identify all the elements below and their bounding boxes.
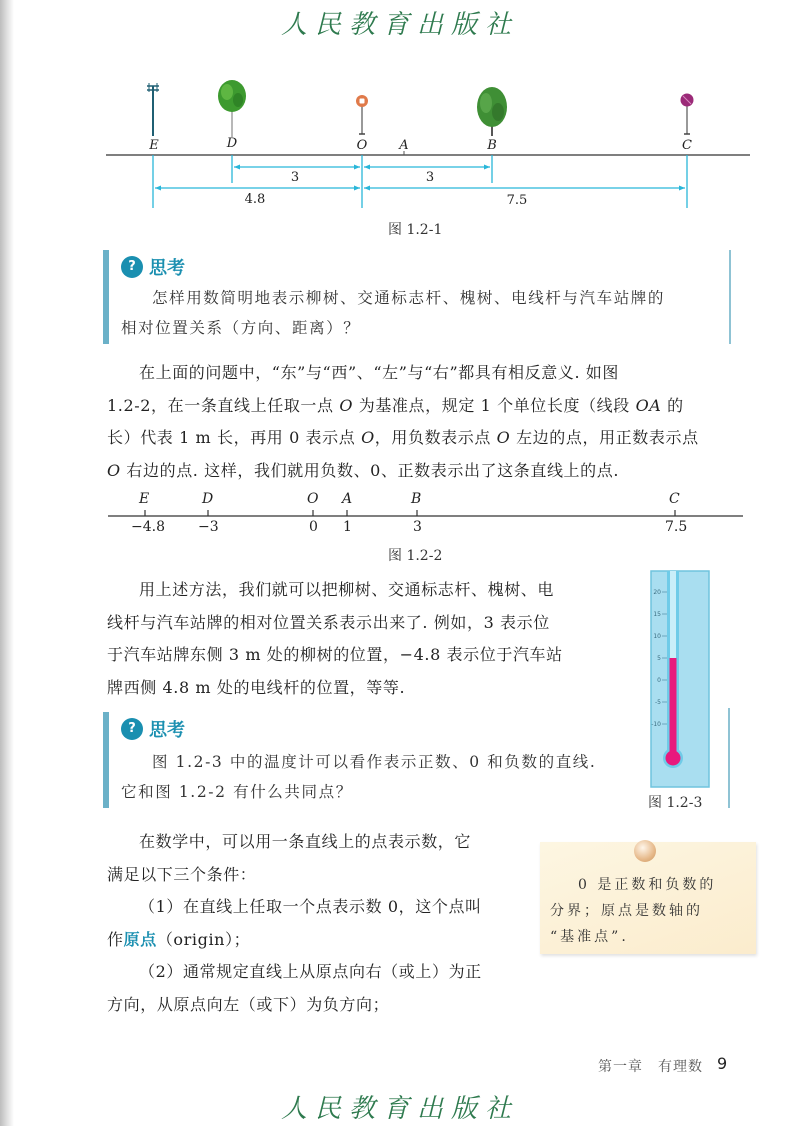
- lightbulb-icon: ?: [121, 256, 143, 278]
- note-line: 分界；原点是数轴的: [550, 903, 703, 919]
- lightbulb-icon: ?: [121, 718, 143, 740]
- think-text-line: 怎样用数简明地表示柳树、交通标志杆、槐树、电线杆与汽车站牌的: [152, 289, 666, 307]
- svg-text:20: 20: [653, 589, 661, 596]
- bus-stop-sign-icon: [356, 95, 368, 134]
- footer-chapter: 第一章 有理数: [598, 1059, 703, 1075]
- paragraph-line: 在上面的问题中，“东”与“西”、“左”与“右”都具有相反意义. 如图: [139, 363, 620, 382]
- tick-letter: D: [202, 491, 214, 507]
- paragraph-line: 在数学中，可以用一条直线上的点表示数，它: [139, 832, 472, 851]
- figure-2-caption: 图 1.2-2: [388, 548, 443, 564]
- tick-value: −3: [198, 519, 219, 535]
- paragraph-line: 于汽车站牌东侧 3 m 处的柳树的位置，−4.8 表示位于汽车站: [107, 645, 563, 664]
- tick-value: 0: [309, 519, 318, 535]
- note-line: “基准点”.: [550, 929, 629, 945]
- svg-text:15: 15: [653, 611, 661, 618]
- tick-letter: E: [139, 491, 150, 507]
- think-title: 思考: [149, 720, 185, 741]
- tick-letter: B: [411, 491, 422, 507]
- svg-text:E: E: [149, 138, 159, 153]
- svg-text:B: B: [487, 138, 497, 153]
- svg-text:10: 10: [653, 633, 661, 640]
- svg-text:7.5: 7.5: [506, 193, 528, 208]
- svg-text:3: 3: [425, 170, 435, 185]
- page-number: 9: [717, 1054, 728, 1073]
- paragraph-line: O 右边的点. 这样，我们就用负数、0、正数表示出了这条直线上的点.: [107, 460, 620, 480]
- svg-text:3: 3: [290, 170, 300, 185]
- tick-letter: O: [307, 491, 319, 507]
- condition-item-1-cont: 作原点（origin）；: [107, 929, 251, 949]
- traffic-sign-icon: [681, 94, 694, 135]
- paragraph-line: 牌西侧 4.8 m 处的电线杆的位置，等等.: [107, 677, 406, 697]
- note-line: 0 是正数和负数的: [578, 877, 717, 893]
- publisher-footer: 人民教育出版社: [280, 1094, 519, 1124]
- svg-text:-5: -5: [655, 699, 661, 706]
- book-spine-shadow: [0, 0, 14, 1126]
- pushpin-icon: [634, 840, 656, 862]
- paragraph-application: [107, 574, 637, 704]
- term-origin: 原点: [123, 929, 157, 949]
- figure-1-2-1: [100, 70, 750, 215]
- paragraph-line: 线杆与汽车站牌的相对位置关系表示出来了. 例如，3 表示位: [107, 612, 550, 632]
- paragraph-number-axis-conditions: [107, 826, 537, 1021]
- side-note: [540, 842, 756, 954]
- think-box-2: [103, 712, 635, 808]
- thermometer-figure: [650, 570, 710, 788]
- locust-tree-icon: [477, 87, 507, 136]
- publisher-header: 人民教育出版社: [280, 10, 519, 40]
- svg-text:4.8: 4.8: [244, 192, 266, 207]
- paragraph-line: 满足以下三个条件：: [107, 864, 257, 884]
- paragraph-line: 1.2-2，在一条直线上任取一点 O 为基准点，规定 1 个单位长度（线段 OA 的: [107, 395, 684, 415]
- tick-value: −4.8: [131, 519, 165, 535]
- think-text-line: 它和图 1.2-2 有什么共同点？: [121, 783, 353, 801]
- condition-item-1: （1）在直线上任取一个点表示数 0，这个点叫: [139, 897, 482, 916]
- think-text-line: 图 1.2-3 中的温度计可以看作表示正数、0 和负数的直线.: [152, 753, 597, 771]
- figure-1-caption: 图 1.2-1: [388, 222, 443, 238]
- utility-pole-icon: [147, 83, 159, 136]
- willow-tree-icon: [218, 80, 246, 137]
- think-text-line: 相对位置关系（方向、距离）？: [121, 319, 361, 337]
- svg-text:-10: -10: [651, 721, 661, 728]
- paragraph-line: 用上述方法，我们就可以把柳树、交通标志杆、槐树、电: [139, 580, 555, 599]
- paragraph-line: 长）代表 1 m 长，再用 0 表示点 O，用负数表示点 O 左边的点，用正数表示点: [107, 428, 699, 447]
- figure-2-labels: [100, 490, 750, 540]
- tick-letter: C: [669, 491, 680, 507]
- think-title: 思考: [149, 258, 185, 279]
- svg-text:0: 0: [657, 677, 661, 684]
- paragraph-number-line-intro: [107, 357, 737, 487]
- right-margin-rule: [728, 708, 730, 808]
- figure-3-caption: 图 1.2-3: [648, 795, 703, 811]
- svg-text:O: O: [356, 138, 368, 153]
- svg-text:C: C: [682, 138, 692, 153]
- tick-value: 1: [343, 519, 352, 535]
- condition-item-2: （2）通常规定直线上从原点向右（或上）为正: [139, 962, 482, 981]
- tick-letter: A: [342, 491, 353, 507]
- tick-value: 7.5: [665, 519, 688, 535]
- svg-text:D: D: [226, 136, 238, 151]
- tick-value: 3: [413, 519, 422, 535]
- svg-text:A: A: [399, 138, 409, 153]
- think-box-1: [103, 250, 737, 344]
- condition-item-2-cont: 方向，从原点向左（或下）为负方向；: [107, 994, 390, 1014]
- svg-text:5: 5: [657, 655, 661, 662]
